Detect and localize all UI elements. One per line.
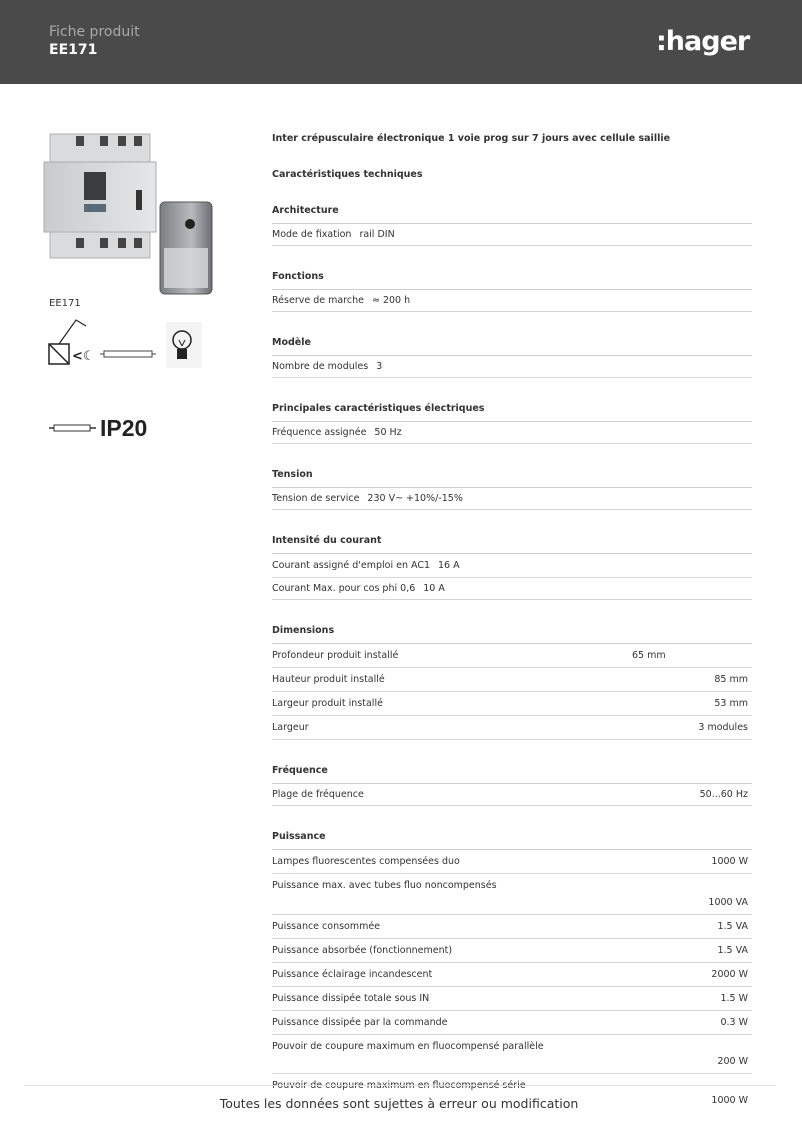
spec-row: Pouvoir de coupure maximum en fluocompensé parallèle 200 W [272, 1035, 752, 1074]
section-heading: Modèle [272, 337, 311, 348]
spec-row: Courant Max. pour cos phi 0,6 10 A [272, 578, 752, 600]
footer-divider [24, 1085, 776, 1086]
product-image [40, 128, 220, 298]
spec-row: Largeur 3 modules [272, 716, 752, 740]
spec-row: Hauteur produit installé 85 mm [272, 668, 752, 692]
hager-logo [656, 24, 756, 60]
function-symbols [48, 318, 208, 370]
product-title: Inter crépusculaire électronique 1 voie prog sur 7 jours avec cellule saillie [272, 133, 671, 144]
section-heading: Fréquence [272, 765, 328, 776]
spec-row: Fréquence assignée 50 Hz [272, 422, 752, 444]
spec-row: Puissance absorbée (fonctionnement) 1.5 VA [272, 939, 752, 963]
page-header [0, 0, 802, 84]
section-heading: Puissance [272, 831, 326, 842]
spec-row: Puissance consommée 1.5 VA [272, 915, 752, 939]
section-heading: Intensité du courant [272, 535, 382, 546]
spec-row: Puissance max. avec tubes fluo noncompensés 1000 VA [272, 874, 752, 915]
spec-row: Réserve de marche ≈ 200 h [272, 290, 752, 312]
spec-row: Puissance dissipée par la commande 0.3 W [272, 1011, 752, 1035]
spec-row: Puissance éclairage incandescent 2000 W [272, 963, 752, 987]
spec-row: Largeur produit installé 53 mm [272, 692, 752, 716]
spec-heading: Caractéristiques techniques [272, 169, 423, 180]
section-heading: Principales caractéristiques électriques [272, 403, 485, 414]
spec-row: Profondeur produit installé 65 mm [272, 644, 752, 668]
section-heading: Tension [272, 469, 313, 480]
spec-row: Tension de service 230 V~ +10%/-15% [272, 488, 752, 510]
section-heading: Fonctions [272, 271, 324, 282]
light-sensor-icon [49, 320, 95, 364]
svg-text:<☾: <☾ [72, 349, 95, 364]
spec-row: Nombre de modules 3 [272, 356, 752, 378]
header-subtitle: Fiche produit [49, 24, 140, 40]
svg-text::hager: :hager [656, 26, 750, 57]
spec-row: Puissance dissipée totale sous IN 1.5 W [272, 987, 752, 1011]
spec-panel [272, 132, 752, 1112]
product-code-label: EE171 [49, 298, 81, 309]
fluorescent-tube-icon [49, 425, 96, 431]
footer-disclaimer: Toutes les données sont sujettes à erreur ou modification [219, 1096, 579, 1111]
lamp-icon [166, 322, 202, 368]
spec-row: Courant assigné d'emploi en AC1 16 A [272, 554, 752, 578]
spec-row: Mode de fixation rail DIN [272, 224, 752, 246]
spec-row: Pouvoir de coupure maximum en fluocompensé série 1000 W [272, 1080, 748, 1106]
ip-rating-symbols [48, 408, 158, 440]
ip-rating: IP20 [100, 415, 148, 440]
section-heading: Architecture [272, 205, 339, 216]
section-heading: Dimensions [272, 625, 335, 636]
fluorescent-tube-icon [100, 351, 156, 357]
spec-row: Plage de fréquence 50...60 Hz [272, 784, 752, 806]
spec-row: Lampes fluorescentes compensées duo 1000 W [272, 850, 752, 874]
header-product-code: EE171 [49, 42, 98, 58]
